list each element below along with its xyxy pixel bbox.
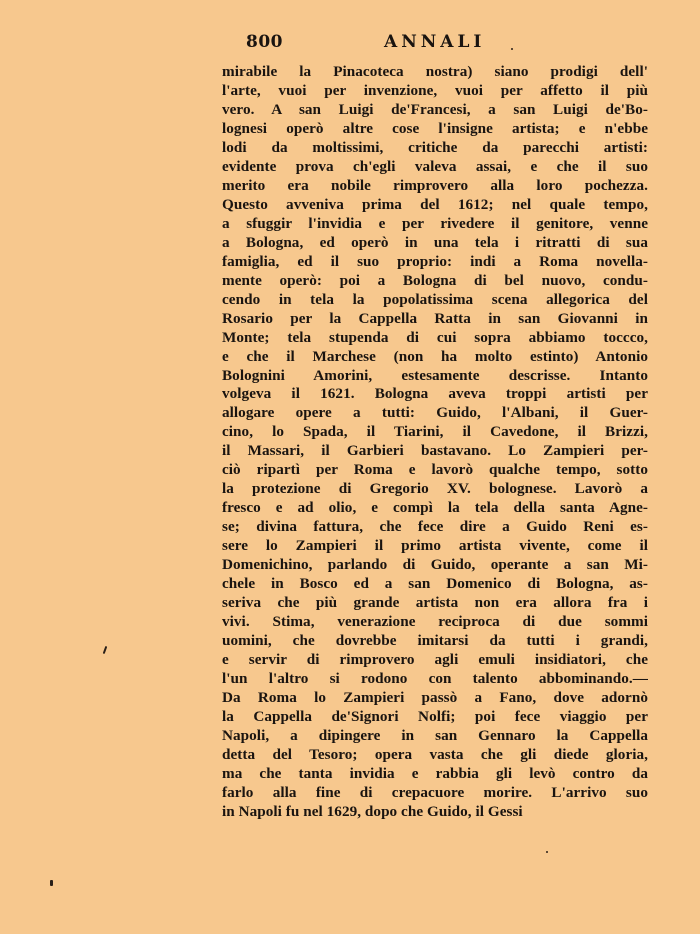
running-title: ANNALI <box>384 32 486 52</box>
text-line: evidente prova ch'egli valeva assai, e che il suo <box>222 157 648 175</box>
text-line: detta del Tesoro; opera vasta che gli diede gloria, <box>222 745 648 763</box>
text-line: cino, lo Spada, il Tiarini, il Cavedone, il Brizzi, <box>222 423 648 441</box>
text-line: in Napoli fu nel 1629, dopo che Guido, il Gessi <box>222 802 523 820</box>
text-line: lognesi operò altre cose l'insigne artista; e n'ebbe <box>222 119 648 137</box>
text-line: fresco e ad olio, e compì la tela della santa Agne- <box>222 499 648 517</box>
text-line: Napoli, a dipingere in san Gennaro la Cappella <box>222 726 648 744</box>
text-line: a Bologna, ed operò in una tela i ritratti di sua <box>222 233 648 251</box>
text-line: la Cappella de'Signori Nolfi; poi fece viaggio per <box>222 707 648 725</box>
text-line: il Massari, il Garbieri bastavano. Lo Zampieri per- <box>222 442 648 460</box>
text-line: uomini, che dovrebbe imitarsi da tutti i grandi, <box>222 632 648 650</box>
text-line: ciò ripartì per Roma e lavorò qualche tempo, sotto <box>222 461 648 479</box>
ink-speck <box>103 646 108 654</box>
text-line: e servir di rimprovero agli emuli insidiatori, che <box>222 651 648 669</box>
text-line: famiglia, ed il suo proprio: indi a Roma novella- <box>222 252 648 270</box>
text-line: Questo avveniva prima del 1612; nel quale tempo, <box>222 195 648 213</box>
text-line: allogare opere a tutti: Guido, l'Albani, il Guer- <box>222 404 648 422</box>
text-line: sere lo Zampieri il primo artista vivente, come il <box>222 537 648 555</box>
page-header <box>0 32 700 56</box>
text-line: merito era nobile rimprovero alla loro pochezza. <box>222 176 648 194</box>
ink-speck <box>511 48 513 50</box>
text-line: l'arte, vuoi per invenzione, vuoi per affetto il più <box>222 81 648 99</box>
text-line: mente operò: poi a Bologna di bel nuovo, condu- <box>222 271 648 289</box>
ink-speck <box>50 880 53 886</box>
text-line: Rosario per la Cappella Ratta in san Giovanni in <box>222 309 648 327</box>
text-line: volgeva il 1621. Bologna aveva troppi artisti per <box>222 385 648 403</box>
text-line: la protezione di Gregorio XV. bolognese. Lavorò a <box>222 480 648 498</box>
text-line: ma che tanta invidia e rabbia gli levò contro da <box>222 764 648 782</box>
text-line: seriva che più grande artista non era allora fra i <box>222 594 648 612</box>
text-line: Monte; tela stupenda di cui sopra abbiamo toccco, <box>222 328 648 346</box>
text-line: l'un l'altro si rodono con talento abbominando.— <box>222 670 648 687</box>
text-line: vivi. Stima, venerazione reciproca di due sommi <box>222 613 648 631</box>
text-line: lodi da moltissimi, critiche da parecchi artisti: <box>222 138 648 156</box>
text-line: se; divina fattura, che fece dire a Guido Reni es- <box>222 518 648 536</box>
text-line: e che il Marchese (non ha molto estinto) Antonio <box>222 347 648 365</box>
text-line: chele in Bosco ed a san Domenico di Bologna, as- <box>222 575 648 593</box>
ink-speck <box>546 851 548 853</box>
text-line: cendo in tela la popolatissima scena allegorica del <box>222 290 648 308</box>
text-line: vero. A san Luigi de'Francesi, a san Luigi de'Bo- <box>222 100 648 118</box>
text-line: a sfuggir l'invidia e per rivedere il genitore, venne <box>222 214 648 232</box>
page-number: 800 <box>246 32 283 52</box>
text-line: Da Roma lo Zampieri passò a Fano, dove adornò <box>222 688 648 706</box>
text-line: mirabile la Pinacoteca nostra) siano prodigi dell' <box>222 63 648 80</box>
body-text <box>222 63 648 822</box>
text-line: farlo alla fine di crepacuore morire. L'arrivo suo <box>222 783 648 801</box>
text-line: Domenichino, parlando di Guido, operante a san Mi- <box>222 556 648 574</box>
text-line: Bolognini Amorini, estesamente descrisse. Intanto <box>222 366 648 384</box>
